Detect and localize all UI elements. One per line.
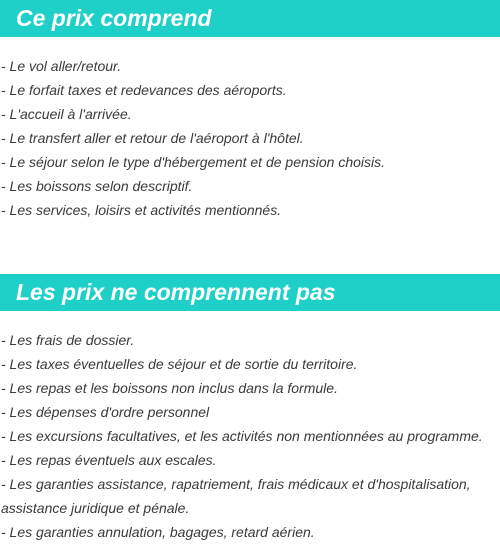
list-item: - Les repas éventuels aux escales. — [1, 452, 217, 468]
list-item: - Les frais de dossier. — [1, 332, 135, 348]
list-item: - Le forfait taxes et redevances des aéroports. — [1, 82, 287, 98]
list-item: - Le transfert aller et retour de l'aéroport à l'hôtel. — [1, 130, 304, 146]
list-item: - L'accueil à l'arrivée. — [1, 106, 132, 122]
list-item: - Les repas et les boissons non inclus dans la formule. — [1, 380, 338, 396]
excluded-title: Les prix ne comprennent pas — [16, 279, 336, 305]
included-title: Ce prix comprend — [16, 5, 212, 31]
included-section — [0, 0, 500, 222]
list-item: - Les dépenses d'ordre personnel — [1, 404, 210, 420]
list-item: - Les garanties annulation, bagages, retard aérien. — [1, 524, 315, 540]
list-item: - Les excursions facultatives, et les activités non mentionnées au programme. — [1, 428, 483, 444]
excluded-list — [0, 311, 500, 544]
list-item: - Les boissons selon descriptif. — [1, 178, 193, 194]
included-header — [0, 0, 500, 37]
list-item: - Le vol aller/retour. — [1, 58, 122, 74]
excluded-header — [0, 274, 500, 311]
list-item: - Le séjour selon le type d'hébergement et de pension choisis. — [1, 154, 386, 170]
list-item: assistance juridique et pénale. — [1, 500, 190, 516]
list-item: - Les garanties assistance, rapatriement, frais médicaux et d'hospitalisation, — [1, 476, 471, 492]
excluded-section — [0, 274, 500, 544]
list-item: - Les taxes éventuelles de séjour et de sortie du territoire. — [1, 356, 358, 372]
included-list — [0, 37, 500, 222]
list-item: - Les services, loisirs et activités mentionnés. — [1, 202, 282, 218]
